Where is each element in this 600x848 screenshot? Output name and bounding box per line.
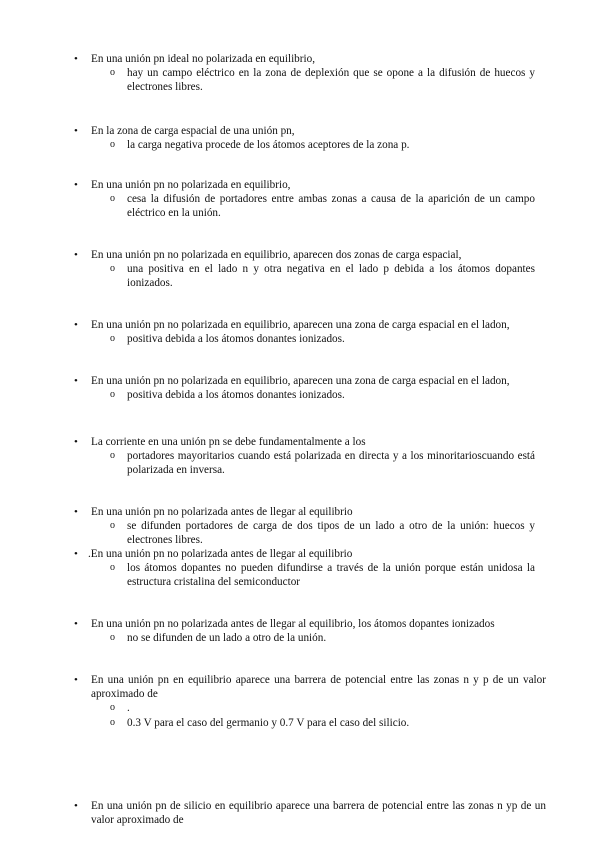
item-text: La corriente en una unión pn se debe fundamentalmente a los	[91, 436, 366, 448]
item-text: .En una unión pn no polarizada antes de llegar al equilibrio	[88, 548, 353, 560]
sub-bullet-icon: o	[110, 632, 115, 643]
item-text: En una unión pn no polarizada antes de llegar al equilibrio, los átomos dopantes ionizados	[91, 618, 495, 630]
item-text: En una unión pn no polarizada en equilibrio,	[91, 179, 291, 191]
bullet-icon: •	[74, 618, 78, 630]
sub-bullet-icon: o	[110, 139, 115, 150]
item-text: En una unión pn no polarizada antes de llegar al equilibrio	[91, 506, 353, 518]
sub-item-text: 0.3 V para el caso del germanio y 0.7 V para el caso del silicio.	[127, 717, 410, 729]
item-text: En una unión pn en equilibrio aparece una barrera de potencial entre las zonas n y p de un valor aproximado de	[91, 674, 546, 700]
bullet-icon: •	[74, 249, 78, 261]
bullet-icon: •	[74, 375, 78, 387]
sub-bullet-icon: o	[110, 702, 115, 713]
sub-item-text: positiva debida a los átomos donantes ionizados.	[127, 333, 345, 345]
bullet-icon: •	[74, 179, 78, 191]
item-text: En una unión pn de silicio en equilibrio aparece una barrera de potencial entre las zonas n yp de un valor aproximado de	[91, 800, 546, 826]
item-text: En una unión pn no polarizada en equilibrio, aparecen una zona de carga espacial en el ladon,	[91, 319, 510, 331]
sub-item-text: se difunden portadores de carga de dos tipos de un lado a otro de la unión: huecos y electrones libres.	[127, 520, 535, 546]
sub-bullet-icon: o	[110, 193, 115, 204]
sub-bullet-icon: o	[110, 333, 115, 344]
bullet-icon: •	[74, 125, 78, 137]
sub-bullet-icon: o	[110, 450, 115, 461]
item-text: En la zona de carga espacial de una unión pn,	[91, 125, 295, 137]
sub-item-text: los átomos dopantes no pueden difundirse a través de la unión porque están unidosa la estructura cristalina del semiconductor	[127, 562, 535, 588]
bullet-icon: •	[74, 548, 78, 560]
item-text: En una unión pn ideal no polarizada en equilibrio,	[91, 53, 315, 65]
bullet-icon: •	[74, 436, 78, 448]
bullet-icon: •	[74, 800, 78, 812]
sub-item-text: no se difunden de un lado a otro de la unión.	[127, 632, 327, 644]
sub-bullet-icon: o	[110, 562, 115, 573]
bullet-icon: •	[74, 53, 78, 65]
sub-item-text: .	[127, 702, 130, 714]
item-text: En una unión pn no polarizada en equilibrio, aparecen dos zonas de carga espacial,	[91, 249, 462, 261]
sub-item-text: hay un campo eléctrico en la zona de deplexión que se opone a la difusión de huecos y electrones libres.	[127, 67, 535, 93]
sub-bullet-icon: o	[110, 520, 115, 531]
sub-item-text: portadores mayoritarios cuando está polarizada en directa y a los minoritarioscuando está polarizada en inversa.	[127, 450, 535, 476]
bullet-icon: •	[74, 674, 78, 686]
sub-item-text: una positiva en el lado n y otra negativa en el lado p debida a los átomos dopantes ionizados.	[127, 263, 535, 289]
sub-bullet-icon: o	[110, 67, 115, 78]
bullet-icon: •	[74, 319, 78, 331]
sub-bullet-icon: o	[110, 717, 115, 728]
item-text: En una unión pn no polarizada en equilibrio, aparecen una zona de carga espacial en el ladon,	[91, 375, 510, 387]
sub-item-text: la carga negativa procede de los átomos aceptores de la zona p.	[127, 139, 410, 151]
sub-item-text: cesa la difusión de portadores entre ambas zonas a causa de la aparición de un campo eléctrico en la unión.	[127, 193, 535, 219]
bullet-icon: •	[74, 506, 78, 518]
sub-item-text: positiva debida a los átomos donantes ionizados.	[127, 389, 345, 401]
sub-bullet-icon: o	[110, 263, 115, 274]
sub-bullet-icon: o	[110, 389, 115, 400]
